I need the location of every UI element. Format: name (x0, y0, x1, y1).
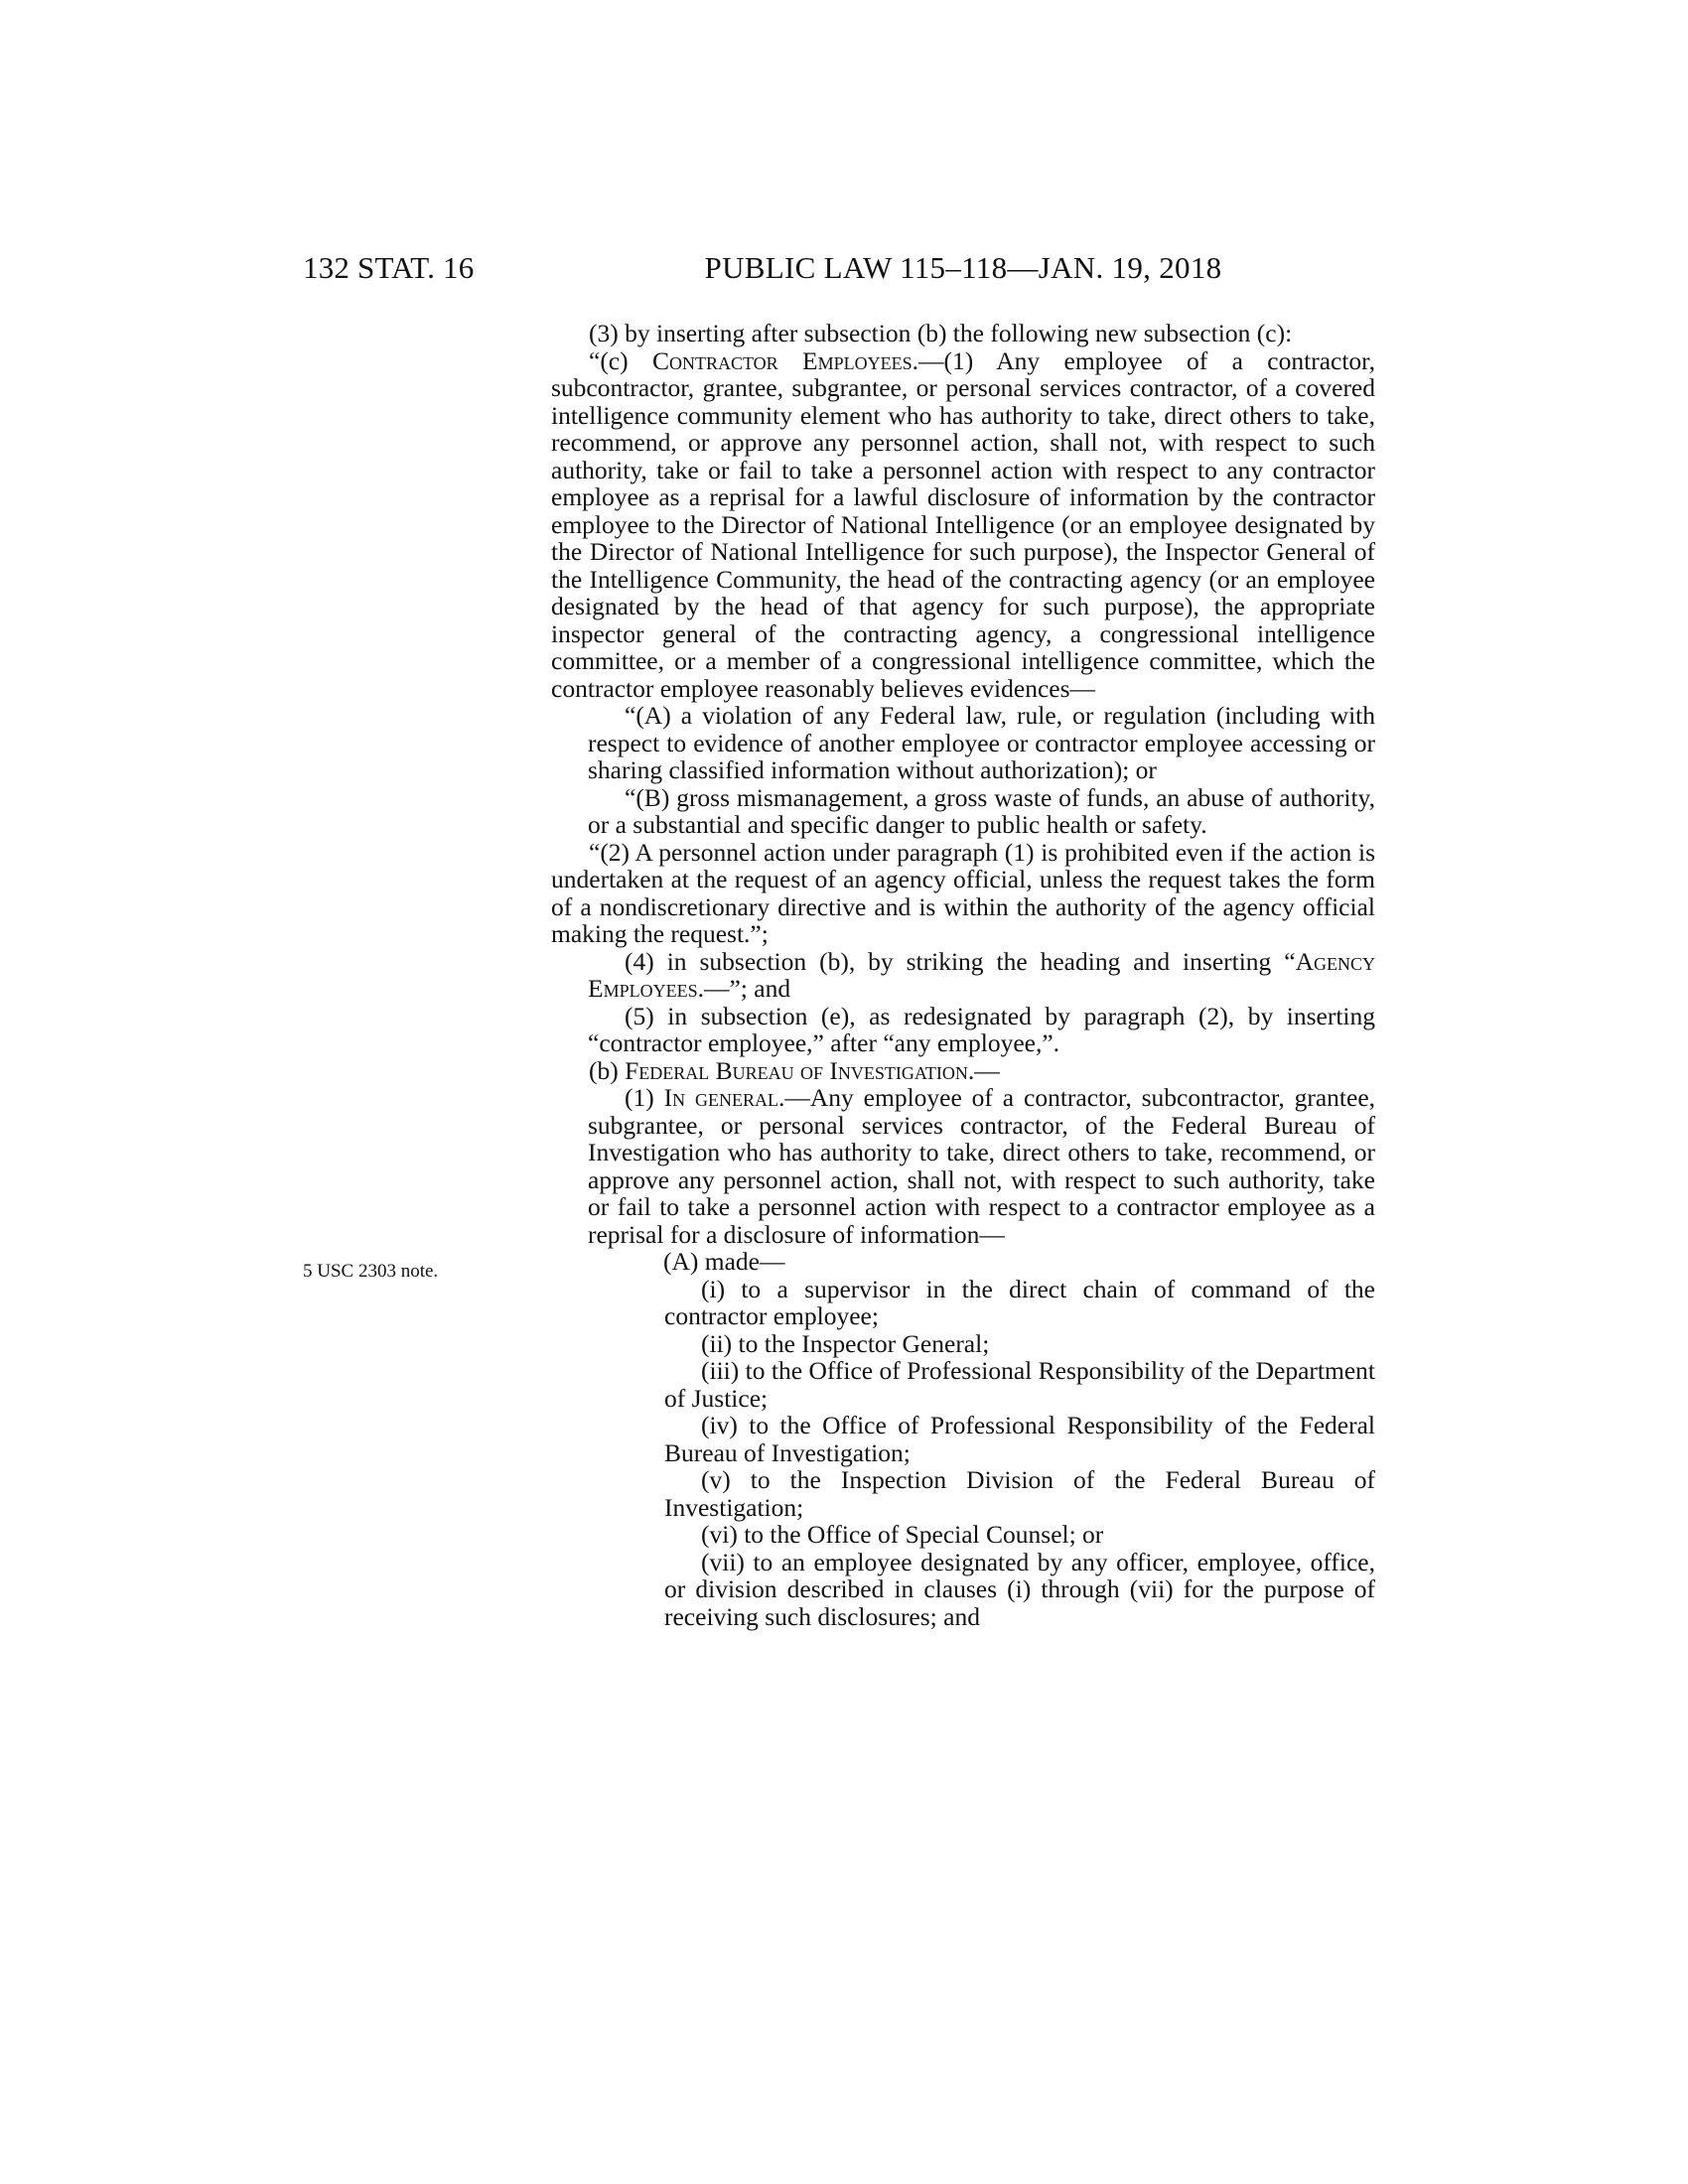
subsection-b-heading: Federal Bureau of Investigation (625, 1055, 968, 1085)
subsection-c-open: “(c) (589, 345, 652, 375)
stat-page-reference: 132 STAT. 16 (303, 250, 475, 285)
subsection-c-A: “(A) a violation of any Federal law, rule, or regulation (including with respect to evidence of another employee or contractor employee accessing or sharing classified information without authorization); or (588, 701, 1375, 784)
clause-iii: (iii) to the Office of Professional Responsibility of the Department of Justice; (664, 1356, 1375, 1413)
subsection-b-1-heading: In general (663, 1083, 778, 1112)
clause-ii: (ii) to the Inspector General; (701, 1328, 990, 1358)
paragraph-4-end: .—”; and (697, 974, 791, 1003)
subsection-b-open: (b) (589, 1055, 626, 1085)
clause-v: (v) to the Inspection Division of the Federal Bureau of Investigation; (664, 1465, 1375, 1522)
subsection-b-1-open: (1) (625, 1083, 664, 1112)
paragraph-4-heading: Agency Employees (588, 946, 1375, 1003)
subparagraph-A: (A) made— (663, 1247, 785, 1276)
paragraph-4 (551, 948, 1375, 1003)
subsection-b-1-text: .—Any employee of a contractor, subcontractor, grantee, subgrantee, or personal services contractor, of the Federal Bureau of Investigation who has authority to take, direct others to take, recommend, or approve any personnel action, shall not, with respect to such authority, take or fail to take a personnel action with respect to a contractor employee as a reprisal for a disclosure of information— (588, 1083, 1376, 1249)
clause-vi: (vi) to the Office of Special Counsel; or (701, 1520, 1104, 1549)
subsection-c-text: .—(1) Any employee of a contractor, subcontractor, grantee, subgrantee, or personal services contractor, of a covered intelligence community element who has authority to take, direct others to take, recommend, or approve any personnel action, shall not, with respect to such authority, take or fail to take a personnel action with respect to any contractor employee as a reprisal for a lawful disclosure of information by the contractor employee to the Director of National Intelligence (or an employee designated by the Director of National Intelligence for such purpose), the Inspector General of the Intelligence Community, the head of the contracting agency (or an employee designated by the head of that agency for such purpose), the appropriate inspector general of the contracting agency, a congressional intelligence committee, or a member of a congressional intelligence committee, which the contractor employee reasonably believes evidences— (551, 345, 1376, 703)
page-title: PUBLIC LAW 115–118—JAN. 19, 2018 (704, 250, 1222, 285)
subsection-b-end: .— (967, 1055, 1000, 1085)
clause-i: (i) to a supervisor in the direct chain of command of the contractor employee; (664, 1274, 1375, 1330)
paragraph-4-text: (4) in subsection (b), by striking the heading and inserting “ (625, 946, 1296, 976)
statute-body (551, 320, 1375, 1630)
subsection-b-heading-line (551, 1057, 1375, 1085)
clause-vii: (vii) to an employee designated by any officer, employee, office, or division described in clauses (i) through (vii) for the purpose of receiving such disclosures; and (664, 1547, 1375, 1631)
paragraph-5: (5) in subsection (e), as redesignated by paragraph (2), by inserting “contractor employee,” after “any employee,”. (588, 1001, 1375, 1057)
subsection-c-2: “(2) A personnel action under paragraph (1) is prohibited even if the action is undertaken at the request of an agency official, unless the request takes the form of a nondiscretionary directive and is within the authority of the agency official making the request.”; (551, 837, 1375, 948)
margin-citation-note: 5 USC 2303 note. (303, 1261, 439, 1282)
subsection-c-1 (551, 347, 1375, 703)
clause-iv: (iv) to the Office of Professional Responsibility of the Federal Bureau of Investigation; (664, 1411, 1375, 1467)
subsection-c-B: “(B) gross mismanagement, a gross waste of funds, an abuse of authority, or a substantial and specific danger to public health or safety. (588, 782, 1375, 839)
subsection-c-heading: Contractor Employees (652, 345, 913, 375)
paragraph-3: (3) by inserting after subsection (b) the following new subsection (c): (589, 319, 1293, 347)
subsection-b-1 (551, 1084, 1375, 1248)
